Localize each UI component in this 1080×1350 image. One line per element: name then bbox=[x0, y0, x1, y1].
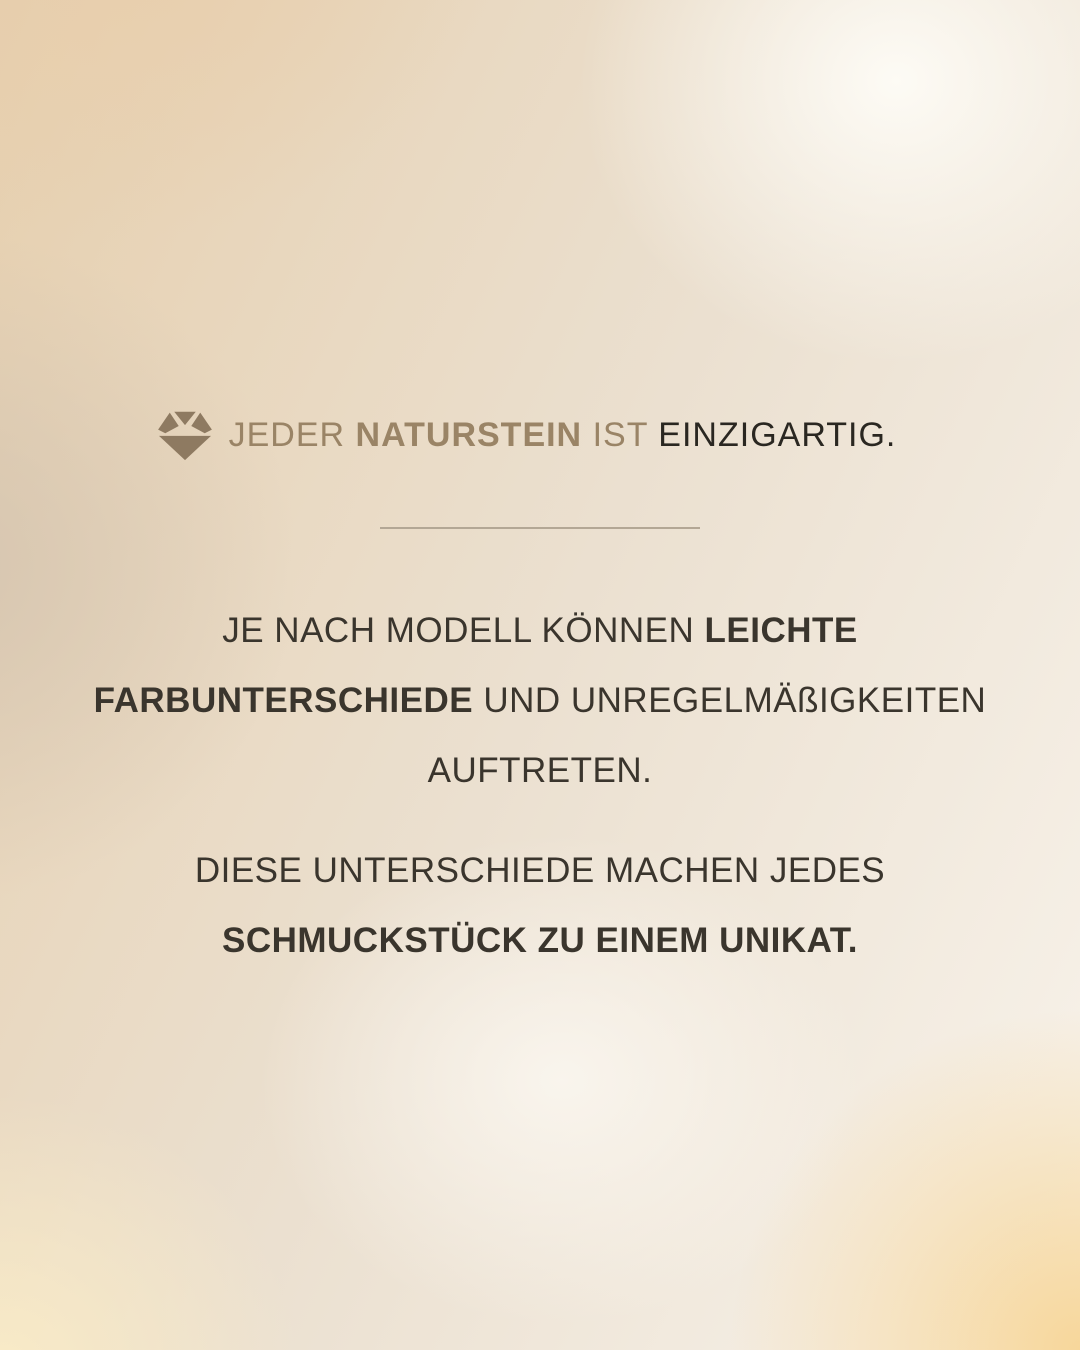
paragraph-line bbox=[0, 906, 1080, 976]
body-paragraph-2 bbox=[0, 836, 1080, 976]
page-title bbox=[229, 416, 897, 455]
paragraph-line bbox=[0, 836, 1080, 906]
heading-row bbox=[0, 409, 1066, 461]
text-segment: UND UNREGELMÄßIGKEITEN bbox=[473, 681, 987, 720]
heading-segment: IST bbox=[582, 415, 659, 454]
diamond-icon bbox=[156, 409, 214, 461]
text-segment: DIESE UNTERSCHIEDE MACHEN JEDES bbox=[194, 851, 886, 890]
paragraph-line bbox=[0, 736, 1080, 806]
paragraph-line bbox=[0, 666, 1080, 736]
heading-segment-emphasis: NATURSTEIN bbox=[355, 415, 583, 454]
paragraph-line bbox=[0, 596, 1080, 666]
text-segment: JE NACH MODELL KÖNNEN bbox=[222, 611, 705, 650]
text-segment-bold: LEICHTE bbox=[704, 611, 858, 650]
text-segment-bold: FARBUNTERSCHIEDE bbox=[93, 681, 474, 720]
body-paragraph-1 bbox=[0, 596, 1080, 806]
text-segment-bold: SCHMUCKSTÜCK ZU EINEM UNIKAT. bbox=[221, 921, 859, 960]
divider bbox=[380, 527, 700, 529]
heading-segment-dark: EINZIGARTIG. bbox=[658, 415, 897, 454]
text-segment: AUFTRETEN. bbox=[427, 751, 653, 790]
heading-segment: JEDER bbox=[228, 415, 356, 454]
